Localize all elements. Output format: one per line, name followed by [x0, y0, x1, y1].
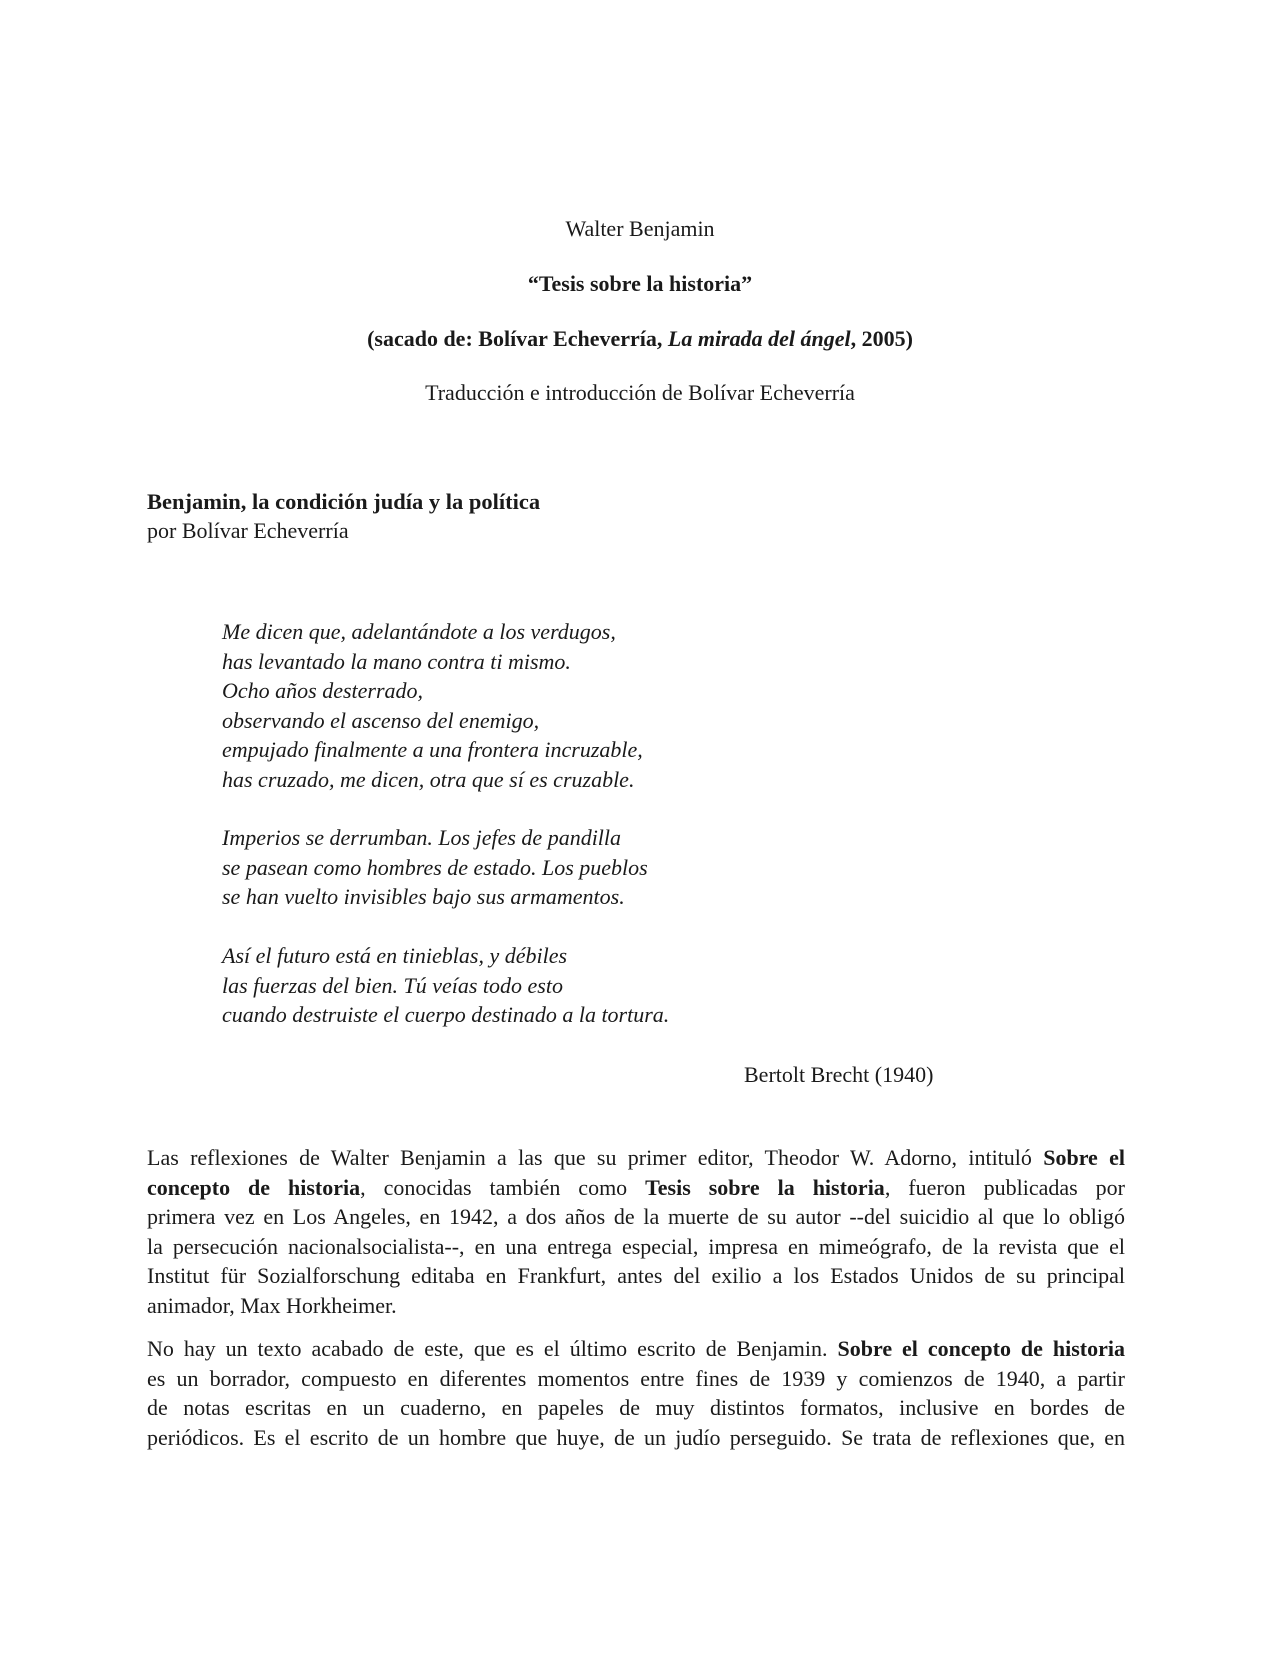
document-title: “Tesis sobre la historia”: [527, 271, 753, 296]
work-title: Tesis sobre la historia: [645, 1174, 885, 1200]
poem-line: se pasean como hombres de estado. Los pueblos: [222, 854, 648, 880]
paragraph-line: Las reflexiones de Walter Benjamin a las que su primer editor, Theodor W. Adorno, intituló Sobre el: [147, 1145, 1126, 1170]
paragraph-line: la persecución nacionalsocialista--, en una entrega especial, impresa en mimeógrafo, de la revista que el: [147, 1233, 1125, 1259]
poem-line: Ocho años desterrado,: [222, 678, 424, 703]
source-book-title: La mirada del ángel: [667, 326, 851, 351]
paragraph-line: concepto de historia, conocidas también como Tesis sobre la historia, fueron publicadas por: [147, 1174, 1125, 1200]
poem-line: empujado finalmente a una frontera incruzable,: [222, 737, 643, 762]
poem-attribution: Bertolt Brecht (1940): [744, 1062, 934, 1087]
paragraph-line: No hay un texto acabado de este, que es el último escrito de Benjamin. Sobre el concepto de historia: [147, 1336, 1126, 1361]
source-suffix: , 2005): [850, 326, 913, 351]
paragraph-line: es un borrador, compuesto en diferentes momentos entre fines de 1939 y comienzos de 1940, a partir: [147, 1365, 1125, 1391]
poem-line: se han vuelto invisibles bajo sus armamentos.: [222, 884, 625, 909]
poem-stanza-2: [222, 823, 648, 912]
author-name: Walter Benjamin: [565, 216, 715, 241]
poem-line: observando el ascenso del enemigo,: [222, 707, 540, 733]
poem-line: Así el futuro está en tinieblas, y débiles: [222, 943, 568, 968]
paragraph-line: primera vez en Los Angeles, en 1942, a dos años de la muerte de su autor --del suicidio al que lo obligó: [147, 1204, 1125, 1230]
poem-stanza-1: [222, 617, 643, 794]
work-title: Sobre el: [1043, 1145, 1126, 1170]
translation-note: Traducción e introducción de Bolívar Echeverría: [425, 380, 855, 405]
section-byline: por Bolívar Echeverría: [147, 518, 349, 543]
paragraph-2: [147, 1334, 1125, 1452]
paragraph-line: Institut für Sozialforschung editaba en Frankfurt, antes del exilio a los Estados Unidos de su principal: [147, 1263, 1125, 1289]
work-title: concepto de historia: [147, 1174, 361, 1200]
poem-line: Me dicen que, adelantándote a los verdugos,: [222, 619, 616, 644]
paragraph-line: de notas escritas en un cuaderno, en papeles de muy distintos formatos, inclusive en bordes de: [147, 1395, 1125, 1421]
source-citation: [0, 325, 1280, 353]
paragraph-line: periódicos. Es el escrito de un hombre que huye, de un judío perseguido. Se trata de reflexiones que, en: [147, 1424, 1125, 1450]
poem-line: cuando destruiste el cuerpo destinado a la tortura.: [222, 1002, 670, 1027]
poem-stanza-3: [222, 941, 669, 1030]
poem-line: Imperios se derrumban. Los jefes de pandilla: [222, 825, 622, 850]
poem-line: las fuerzas del bien. Tú veías todo esto: [222, 972, 563, 998]
poem-line: has levantado la mano contra ti mismo.: [222, 648, 571, 674]
poem-line: has cruzado, me dicen, otra que sí es cruzable.: [222, 766, 635, 792]
paragraph-line: animador, Max Horkheimer.: [147, 1292, 397, 1318]
source-prefix: (sacado de: Bolívar Echeverría,: [367, 326, 668, 351]
work-title: Sobre el concepto de historia: [837, 1336, 1126, 1361]
paragraph-1: [147, 1143, 1125, 1321]
section-title: Benjamin, la condición judía y la política: [147, 489, 541, 514]
